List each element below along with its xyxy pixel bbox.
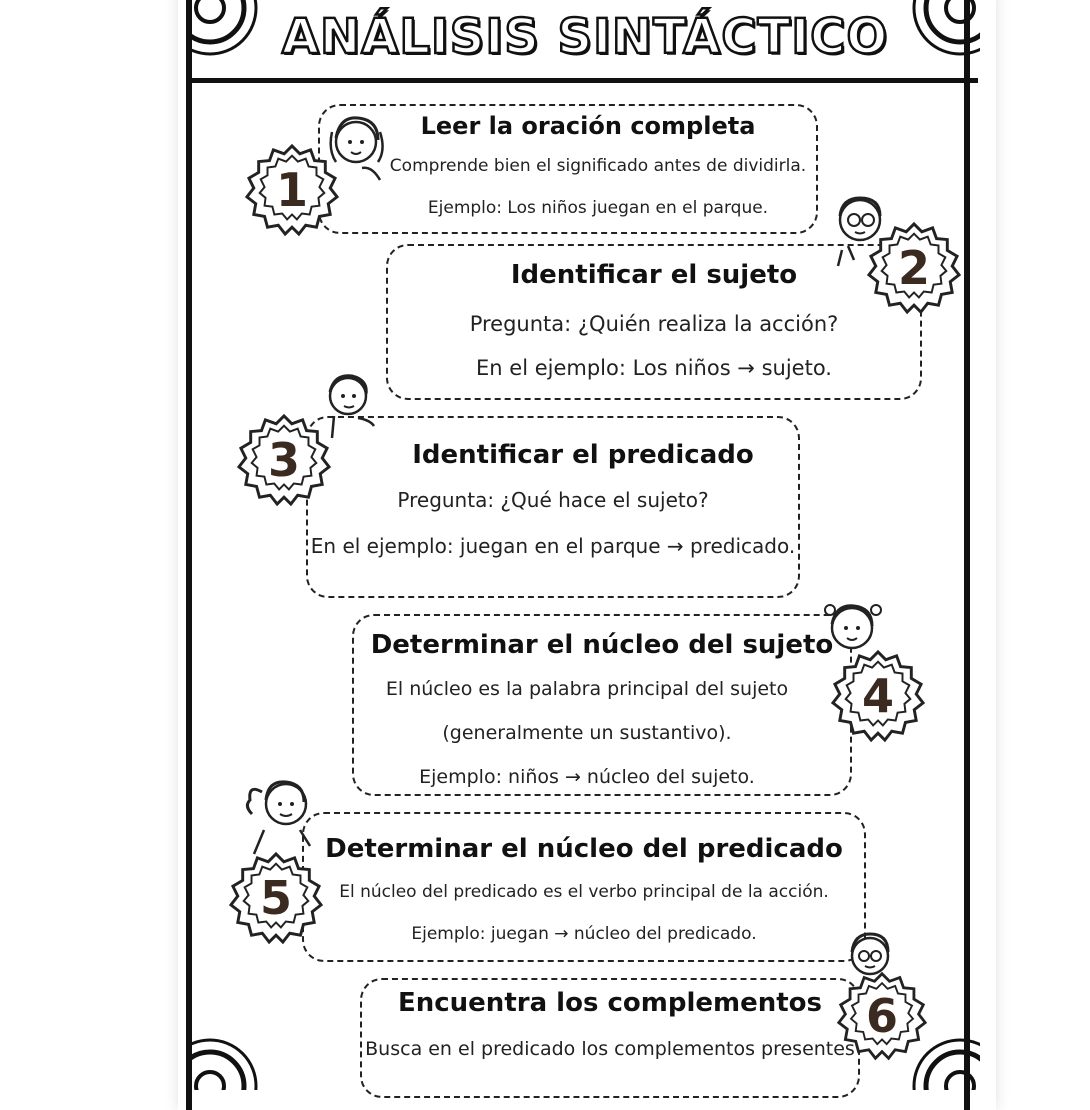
step-card-1 bbox=[318, 104, 818, 234]
girl-braid-illustration-icon bbox=[240, 770, 320, 856]
step-heading-5: Determinar el núcleo del predicado bbox=[325, 834, 843, 864]
step-line-1-2: Ejemplo: Los niños juegan en el parque. bbox=[427, 198, 769, 218]
step-heading-6: Encuentra los complementos bbox=[397, 988, 822, 1018]
step-card-5 bbox=[302, 812, 866, 962]
step-heading-1: Leer la oración completa bbox=[420, 112, 756, 140]
step-line-1-1: Comprende bien el significado antes de dividirla. bbox=[389, 156, 807, 176]
step-line-2-2: En el ejemplo: Los niños → sujeto. bbox=[476, 356, 832, 380]
step-heading-3: Identificar el predicado bbox=[412, 440, 754, 470]
step-line-4-3: Ejemplo: niños → núcleo del sujeto. bbox=[419, 766, 755, 788]
step-number-6: 6 bbox=[865, 989, 898, 1043]
step-number-3: 3 bbox=[267, 433, 300, 487]
swirl-corner-bottom-left bbox=[190, 1030, 266, 1090]
step-line-4-1: El núcleo es la palabra principal del sujeto bbox=[385, 678, 789, 700]
step-number-1: 1 bbox=[275, 163, 308, 217]
girl-illustration-icon bbox=[322, 110, 392, 190]
step-heading-4: Determinar el núcleo del sujeto bbox=[370, 630, 834, 660]
girl-pigtails-illustration-icon bbox=[818, 596, 888, 672]
step-line-5-2: Ejemplo: juegan → núcleo del predicado. bbox=[411, 924, 757, 944]
step-number-2: 2 bbox=[897, 241, 930, 295]
page-title: ANÁLISIS SINTÁCTICO bbox=[281, 9, 889, 65]
swirl-corner-top-right bbox=[904, 0, 980, 62]
boy-illustration-icon bbox=[828, 190, 892, 270]
step-line-6-1: Busca en el predicado los complementos presentes bbox=[365, 1038, 855, 1060]
title-divider bbox=[190, 78, 978, 83]
step-line-3-2: En el ejemplo: juegan en el parque → predicado. bbox=[310, 534, 796, 558]
boy-pointing-illustration-icon bbox=[312, 368, 382, 448]
step-line-2-1: Pregunta: ¿Quién realiza la acción? bbox=[469, 312, 839, 336]
boy-illustration-icon-2 bbox=[838, 928, 902, 988]
step-line-4-2: (generalmente un sustantivo). bbox=[442, 722, 732, 744]
swirl-corner-top-left bbox=[190, 0, 266, 62]
step-line-5-1: El núcleo del predicado es el verbo principal de la acción. bbox=[339, 882, 829, 902]
step-heading-2: Identificar el sujeto bbox=[510, 260, 798, 290]
step-card-4 bbox=[352, 614, 852, 796]
step-line-3-1: Pregunta: ¿Qué hace el sujeto? bbox=[397, 488, 709, 512]
step-number-4: 4 bbox=[861, 669, 894, 723]
step-card-6 bbox=[360, 978, 860, 1098]
step-number-5: 5 bbox=[259, 871, 292, 925]
step-number-badge-5 bbox=[226, 850, 326, 946]
